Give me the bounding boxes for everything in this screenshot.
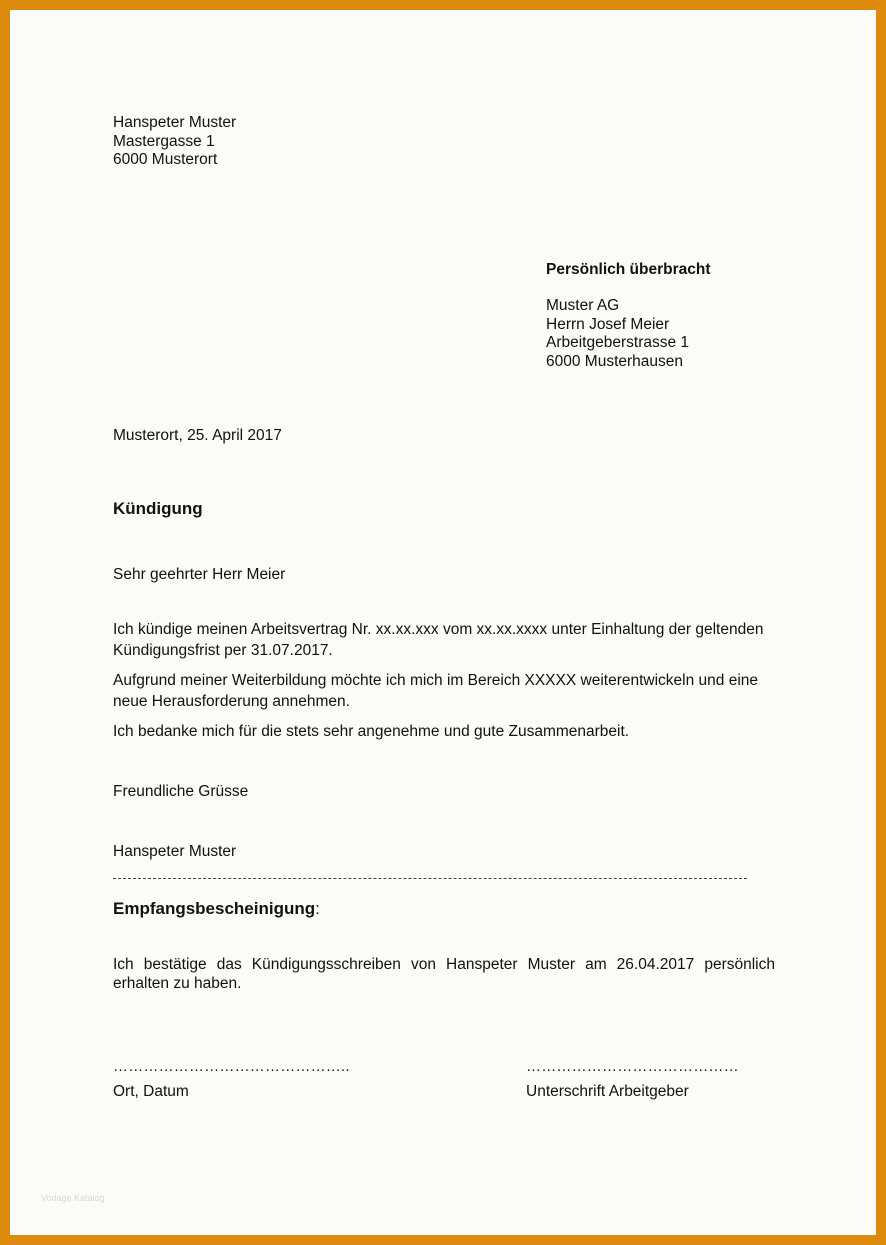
signature-name: Hanspeter Muster <box>113 843 237 860</box>
body-paragraph-2: Aufgrund meiner Weiterbildung möchte ich mich im Bereich XXXXX weiterentwickeln und eine neue Herausforderung annehmen. <box>113 672 758 710</box>
closing: Freundliche Grüsse <box>113 783 249 800</box>
subject-heading: Kündigung <box>113 499 203 518</box>
location-date-label: Ort, Datum <box>113 1083 189 1100</box>
recipient-address <box>546 297 689 371</box>
receipt-text: Ich bestätige das Kündigungsschreiben von Hanspeter Muster am 26.04.2017 persönlich erhalten zu haben. <box>113 956 775 992</box>
signature-label: Unterschrift Arbeitgeber <box>526 1083 689 1100</box>
sender-street: Mastergasse 1 <box>113 132 215 150</box>
recipient-company: Muster AG <box>546 297 620 314</box>
delivery-note: Persönlich überbracht <box>546 261 711 278</box>
recipient-person: Herrn Josef Meier <box>546 315 670 333</box>
sender-city: 6000 Musterort <box>113 151 218 168</box>
receipt-heading-colon: : <box>315 899 320 918</box>
watermark: Vorlage Katalog <box>41 1193 105 1203</box>
cut-line-divider <box>113 878 747 881</box>
letter-page <box>10 10 876 1235</box>
sender-name: Hanspeter Muster <box>113 114 237 131</box>
sender-address <box>113 114 236 170</box>
recipient-street: Arbeitgeberstrasse 1 <box>546 334 690 351</box>
salutation: Sehr geehrter Herr Meier <box>113 566 286 583</box>
signature-line: …………………………………… <box>526 1058 739 1075</box>
receipt-heading-text: Empfangsbescheinigung <box>113 899 316 918</box>
recipient-city: 6000 Musterhausen <box>546 352 684 370</box>
place-date: Musterort, 25. April 2017 <box>113 427 282 444</box>
body-paragraph-1: Ich kündige meinen Arbeitsvertrag Nr. xx.xx.xxx vom xx.xx.xxxx unter Einhaltung der geltenden Kündigungsfrist per 31.07.2017. <box>113 621 764 659</box>
location-date-line: ……………………………………….. <box>113 1058 350 1075</box>
body-paragraph-3: Ich bedanke mich für die stets sehr angenehme und gute Zusammenarbeit. <box>113 723 630 740</box>
receipt-heading <box>113 900 320 919</box>
